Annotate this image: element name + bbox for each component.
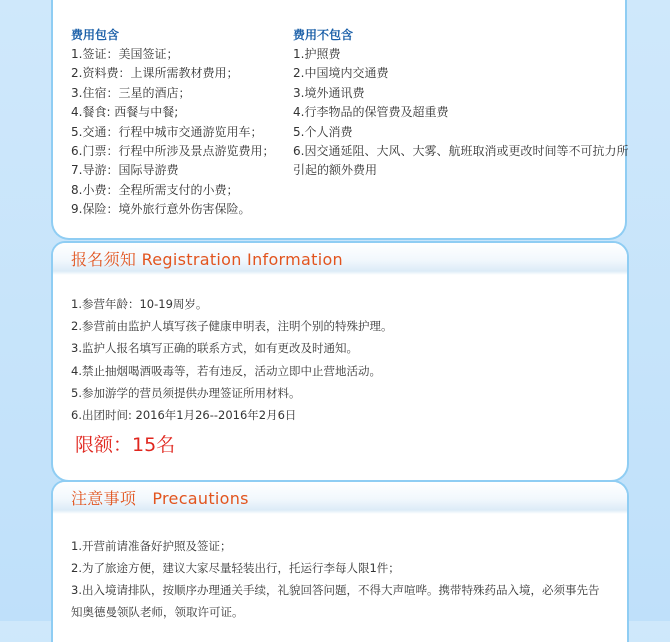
precautions-panel <box>51 480 629 642</box>
included-item: 7.导游：国际导游费 <box>71 163 179 178</box>
included-item: 1.签证：美国签证； <box>71 47 179 61</box>
registration-panel <box>51 241 629 482</box>
included-item: 3.住宿：三星的酒店； <box>71 85 191 100</box>
registration-item: 4.禁止抽烟喝酒吸毒等，若有违反，活动立即中止营地活动。 <box>71 363 381 378</box>
precaution-item: 2.为了旅途方便，建议大家尽量轻装出行，托运行李每人限1件； <box>71 561 400 575</box>
excluded-item: 4.行李物品的保管费及超重费 <box>293 105 449 120</box>
header-shadow <box>53 271 627 275</box>
excluded-item: 6.因交通延阻、大风、大雾、航班取消或更改时间等不可抗力所 <box>293 143 629 158</box>
registration-item: 5.参加游学的营员须提供办理签证所用材料。 <box>71 385 301 400</box>
excluded-item: 2.中国境内交通费 <box>293 66 389 81</box>
precaution-item: 1.开营前请准备好护照及签证； <box>71 539 232 553</box>
registration-header <box>53 243 627 271</box>
excluded-item: 1.护照费 <box>293 47 341 61</box>
included-item: 9.保险：境外旅行意外伤害保险。 <box>71 202 251 217</box>
excluded-item: 3.境外通讯费 <box>293 85 365 100</box>
excluded-column <box>293 26 629 181</box>
included-item: 6.门票：行程中所涉及景点游览费用； <box>71 143 275 158</box>
registration-item: 2.参营前由监护人填写孩子健康申明表，注明个别的特殊护理。 <box>71 319 393 334</box>
excluded-heading: 费用不包含 <box>293 28 354 42</box>
header-shadow <box>53 510 627 514</box>
precaution-item: 3.出入境请排队，按顺序办理通关手续，礼貌回答问题，不得大声喧哗。携带特殊药品入境，必须事先告知奥德曼领队老师，领取许可证。 <box>71 583 600 619</box>
quota-label: 限额：15名 <box>75 434 176 456</box>
included-column <box>71 26 286 220</box>
precautions-list <box>71 535 601 623</box>
precautions-title: 注意事项 Precautions <box>71 489 249 508</box>
precautions-header <box>53 482 627 510</box>
included-item: 4.餐食: 西餐与中餐; <box>71 105 179 120</box>
registration-list <box>71 293 601 426</box>
registration-item: 3.监护人报名填写正确的联系方式，如有更改及时通知。 <box>71 341 358 356</box>
included-heading: 费用包含 <box>71 28 120 42</box>
included-item: 5.交通：行程中城市交通游览用车； <box>71 124 263 139</box>
included-item: 2.资料费：上课所需教材费用； <box>71 66 239 81</box>
registration-item: 6.出团时间: 2016年1月26--2016年2月6日 <box>71 407 297 422</box>
excluded-item: 引起的额外费用 <box>293 163 378 178</box>
included-item: 8.小费：全程所需支付的小费； <box>71 182 239 197</box>
excluded-item: 5.个人消费 <box>293 124 353 139</box>
registration-item: 1.参营年龄：10-19周岁。 <box>71 297 208 311</box>
registration-title: 报名须知 Registration Information <box>71 250 343 269</box>
fees-panel <box>51 0 627 240</box>
